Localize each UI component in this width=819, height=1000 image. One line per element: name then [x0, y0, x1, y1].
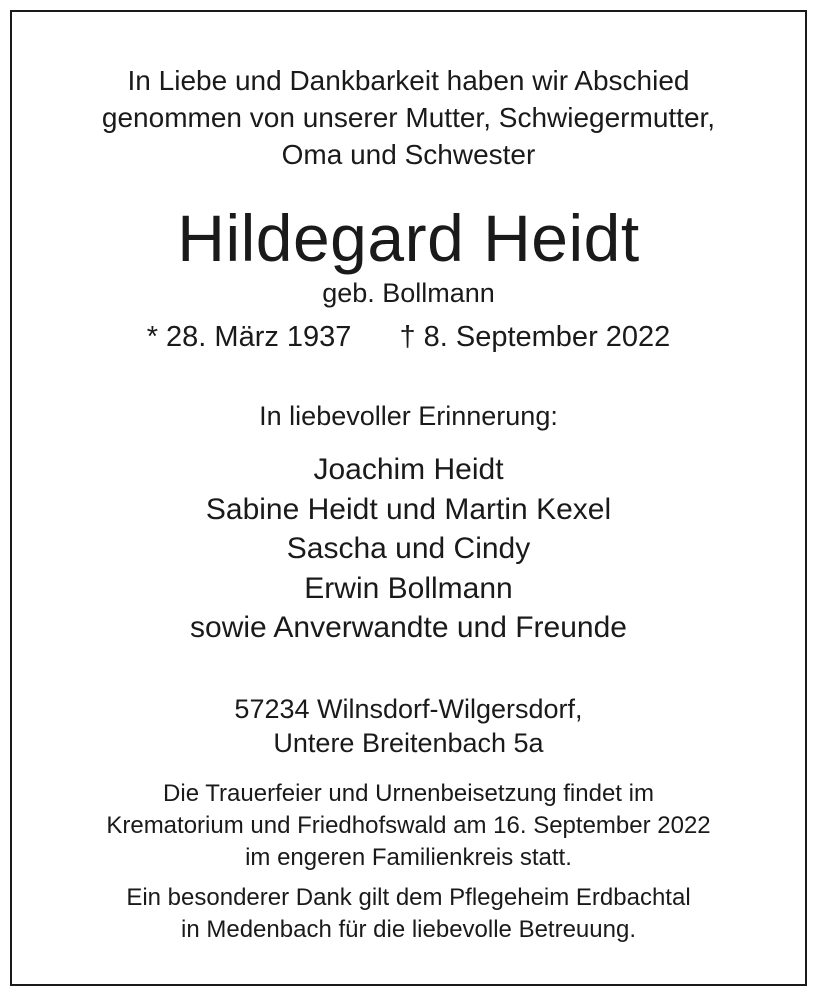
mourner-entry: sowie Anverwandte und Freunde — [190, 611, 627, 644]
address-line: Untere Breitenbach 5a — [273, 728, 544, 758]
intro-text — [12, 62, 805, 173]
deceased-name: Hildegard Heidt — [177, 201, 640, 275]
birth-date: * 28. März 1937 — [146, 321, 352, 353]
thanks-line: Ein besonderer Dank gilt dem Pflegeheim Erdbachtal — [126, 884, 691, 911]
mourner-entry: Sabine Heidt und Martin Kexel — [205, 492, 612, 526]
thanks-note — [12, 882, 805, 946]
birth-name: geb. Bollmann — [322, 278, 495, 308]
thanks-line: in Medenbach für die liebevolle Betreuung. — [181, 916, 636, 943]
death-date: † 8. September 2022 — [399, 321, 671, 353]
life-dates — [12, 318, 805, 356]
ceremony-line: Krematorium und Friedhofswald am 16. September 2022 — [106, 812, 711, 839]
mourner-entry: Sascha und Cindy — [286, 532, 531, 565]
address-block — [12, 692, 805, 760]
intro-line: Oma und Schwester — [281, 139, 536, 170]
mourner-entry: Erwin Bollmann — [304, 571, 513, 605]
ceremony-line: im engeren Familienkreis statt. — [245, 844, 572, 871]
mourner-entry: Joachim Heidt — [313, 453, 504, 486]
intro-line: genommen von unserer Mutter, Schwiegermutter, — [101, 102, 716, 133]
mourners-list — [12, 450, 805, 648]
address-line: 57234 Wilnsdorf-Wilgersdorf, — [234, 694, 583, 724]
ceremony-line: Die Trauerfeier und Urnenbeisetzung findet im — [163, 780, 654, 807]
obituary-notice — [10, 10, 807, 986]
ceremony-info — [12, 778, 805, 874]
mourning-heading: In liebevoller Erinnerung: — [259, 401, 558, 431]
intro-line: In Liebe und Dankbarkeit haben wir Abschied — [127, 65, 690, 96]
